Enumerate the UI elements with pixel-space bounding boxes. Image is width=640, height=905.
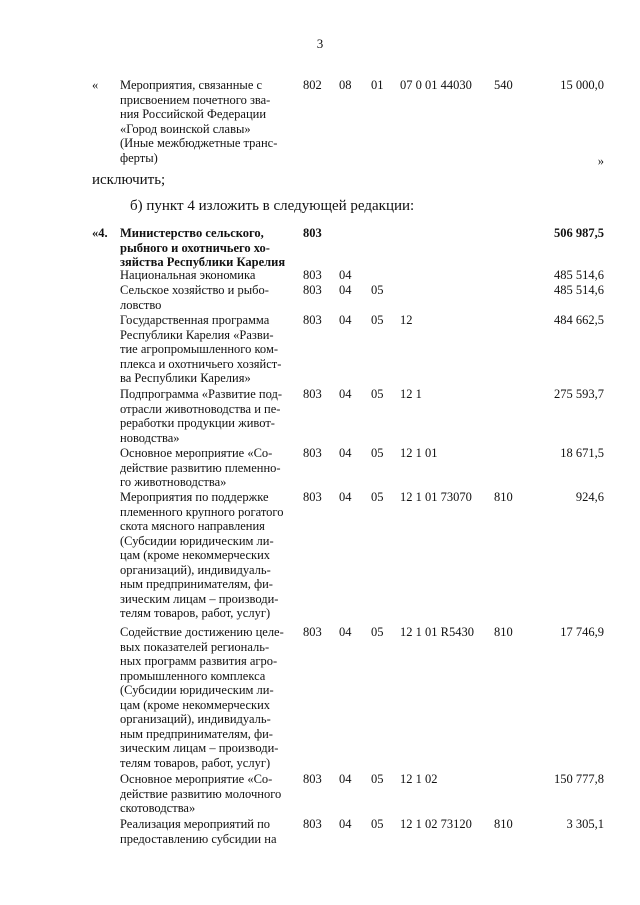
col-section-code: 04 [339, 268, 352, 282]
col-target-article: 12 1 01 [400, 446, 438, 460]
col-ministry-code: 803 [303, 490, 322, 504]
row-name [120, 817, 292, 846]
col-ministry-code: 803 [303, 446, 322, 460]
page-number: 3 [316, 36, 324, 51]
col-amount: 17 746,9 [560, 625, 604, 639]
row-name [120, 78, 292, 165]
col-subsection-code: 01 [371, 78, 384, 92]
col-amount: 150 777,8 [554, 772, 604, 786]
col-ministry-code: 803 [303, 283, 322, 297]
col-amount: 924,6 [575, 490, 604, 504]
row-name [120, 490, 292, 621]
row-name-line: Министерство сельского, [120, 226, 264, 240]
row-name-line: реработки продукции живот- [120, 416, 275, 430]
row-name [120, 446, 292, 490]
row-name-line: ловство [120, 297, 162, 312]
col-subsection-code: 05 [371, 313, 384, 327]
col-section-code: 04 [339, 446, 352, 460]
instruction-exclude: исключить; [92, 172, 166, 188]
col-target-article: 12 1 02 [400, 772, 438, 786]
row-name-line: присвоением почетного зва- [120, 92, 271, 107]
col-subsection-code: 05 [371, 283, 384, 297]
row-name-line: организаций), индивидуаль- [120, 712, 271, 726]
row-name-line: телям товаров, работ, услуг) [120, 606, 271, 620]
row-name-line: Республики Карелия «Разви- [120, 327, 274, 342]
row-name-line: Основное мероприятие «Со- [120, 446, 273, 460]
col-target-article: 12 1 01 73070 [400, 490, 472, 504]
col-ministry-code: 803 [303, 772, 322, 786]
row-name-line: ным предпринимателям, фи- [120, 726, 273, 741]
col-subsection-code: 05 [371, 817, 384, 831]
col-amount: 15 000,0 [560, 78, 604, 92]
row-name-line: зическим лицам – производи- [120, 741, 279, 755]
row-name-line: зическим лицам – производи- [120, 591, 279, 606]
row-name-line: (Субсидии юридическим ли- [120, 533, 274, 548]
row-name-line: цам (кроме некоммерческих [120, 697, 271, 712]
col-ministry-code: 803 [303, 387, 322, 401]
row-name-line: племенного крупного рогатого [120, 504, 284, 519]
col-amount: 275 593,7 [554, 387, 604, 401]
row-name-line: «Город воинской славы» [120, 121, 251, 136]
col-ministry-code: 803 [303, 226, 322, 240]
row-name [120, 313, 292, 386]
col-subsection-code: 05 [371, 490, 384, 504]
row-name-line: Государственная программа [120, 313, 270, 327]
col-ministry-code: 803 [303, 268, 322, 282]
row-item-number: «4. [92, 226, 108, 240]
row-name-line: зяйства Республики Карелия [120, 255, 286, 269]
row-name-line: отрасли животноводства и пе- [120, 401, 281, 416]
row-name-line: тие агропромышленного ком- [120, 342, 279, 356]
row-name-line: скотоводства» [120, 801, 196, 815]
col-expense-type: 810 [494, 490, 513, 504]
col-section-code: 04 [339, 387, 352, 401]
row-name-line: действие развитию молочного [120, 786, 282, 801]
col-amount: 506 987,5 [554, 226, 604, 240]
col-target-article: 12 [400, 313, 413, 327]
col-expense-type: 540 [494, 78, 513, 92]
col-subsection-code: 05 [371, 446, 384, 460]
row-name-line: скота мясного направления [120, 519, 265, 533]
row-name-line: ферты) [120, 150, 158, 165]
row-name-line: Сельское хозяйство и рыбо- [120, 283, 269, 297]
col-amount: 484 662,5 [554, 313, 604, 327]
row-name-line: го животноводства» [120, 475, 227, 489]
col-amount: 18 671,5 [560, 446, 604, 460]
col-ministry-code: 803 [303, 625, 322, 639]
row-name-line: цам (кроме некоммерческих [120, 548, 271, 562]
row-name-line: (Субсидии юридическим ли- [120, 683, 274, 697]
col-subsection-code: 05 [371, 625, 384, 639]
row-name-line: телям товаров, работ, услуг) [120, 755, 271, 770]
row-name-line: Основное мероприятие «Со- [120, 772, 273, 786]
row-name [120, 226, 292, 270]
col-amount: 3 305,1 [566, 817, 604, 831]
col-section-code: 04 [339, 283, 352, 297]
col-expense-type: 810 [494, 817, 513, 831]
col-section-code: 08 [339, 78, 352, 92]
row-name-line: Подпрограмма «Развитие под- [120, 387, 283, 401]
row-name-line: предоставлению субсидии на [120, 831, 277, 846]
row-close-quote: » [597, 154, 604, 168]
row-name-line: (Иные межбюджетные транс- [120, 136, 278, 150]
row-name-line: ных программ развития агро- [120, 654, 278, 668]
row-name-line: ния Российской Федерации [120, 107, 267, 121]
row-name-line: организаций), индивидуаль- [120, 562, 271, 577]
instruction-item4: б) пункт 4 изложить в следующей редакции: [130, 198, 415, 214]
row-name [120, 625, 292, 770]
col-section-code: 04 [339, 772, 352, 786]
row-name-line: Реализация мероприятий по [120, 817, 271, 831]
col-amount: 485 514,6 [554, 268, 604, 282]
col-ministry-code: 802 [303, 78, 322, 92]
row-name [120, 268, 292, 283]
col-section-code: 04 [339, 313, 352, 327]
row-name-line: новодства» [120, 430, 180, 445]
row-name-line: вых показателей региональ- [120, 639, 270, 654]
col-subsection-code: 05 [371, 387, 384, 401]
col-ministry-code: 803 [303, 313, 322, 327]
row-name-line: рыбного и охотничьего хо- [120, 240, 270, 255]
col-section-code: 04 [339, 817, 352, 831]
row-name-line: ным предпринимателям, фи- [120, 577, 273, 591]
col-subsection-code: 05 [371, 772, 384, 786]
row-name-line: Содействие достижению целе- [120, 625, 284, 639]
row-name-line: Мероприятия, связанные с [120, 78, 263, 92]
row-name-line: плекса и охотничьего хозяйст- [120, 356, 282, 371]
col-expense-type: 810 [494, 625, 513, 639]
row-name [120, 283, 292, 312]
col-section-code: 04 [339, 625, 352, 639]
col-target-article: 12 1 [400, 387, 422, 401]
col-amount: 485 514,6 [554, 283, 604, 297]
col-target-article: 12 1 01 R5430 [400, 625, 474, 639]
row-name-line: Мероприятия по поддержке [120, 490, 269, 504]
row-name-line: промышленного комплекса [120, 668, 266, 683]
row-name-line: действие развитию племенно- [120, 460, 281, 475]
row-name-line: Национальная экономика [120, 268, 256, 282]
row-name [120, 772, 292, 816]
col-ministry-code: 803 [303, 817, 322, 831]
row-name-line: ва Республики Карелия» [120, 371, 251, 385]
col-target-article: 12 1 02 73120 [400, 817, 472, 831]
row-open-quote: « [92, 78, 99, 92]
col-target-article: 07 0 01 44030 [400, 78, 472, 92]
col-section-code: 04 [339, 490, 352, 504]
row-name [120, 387, 292, 445]
